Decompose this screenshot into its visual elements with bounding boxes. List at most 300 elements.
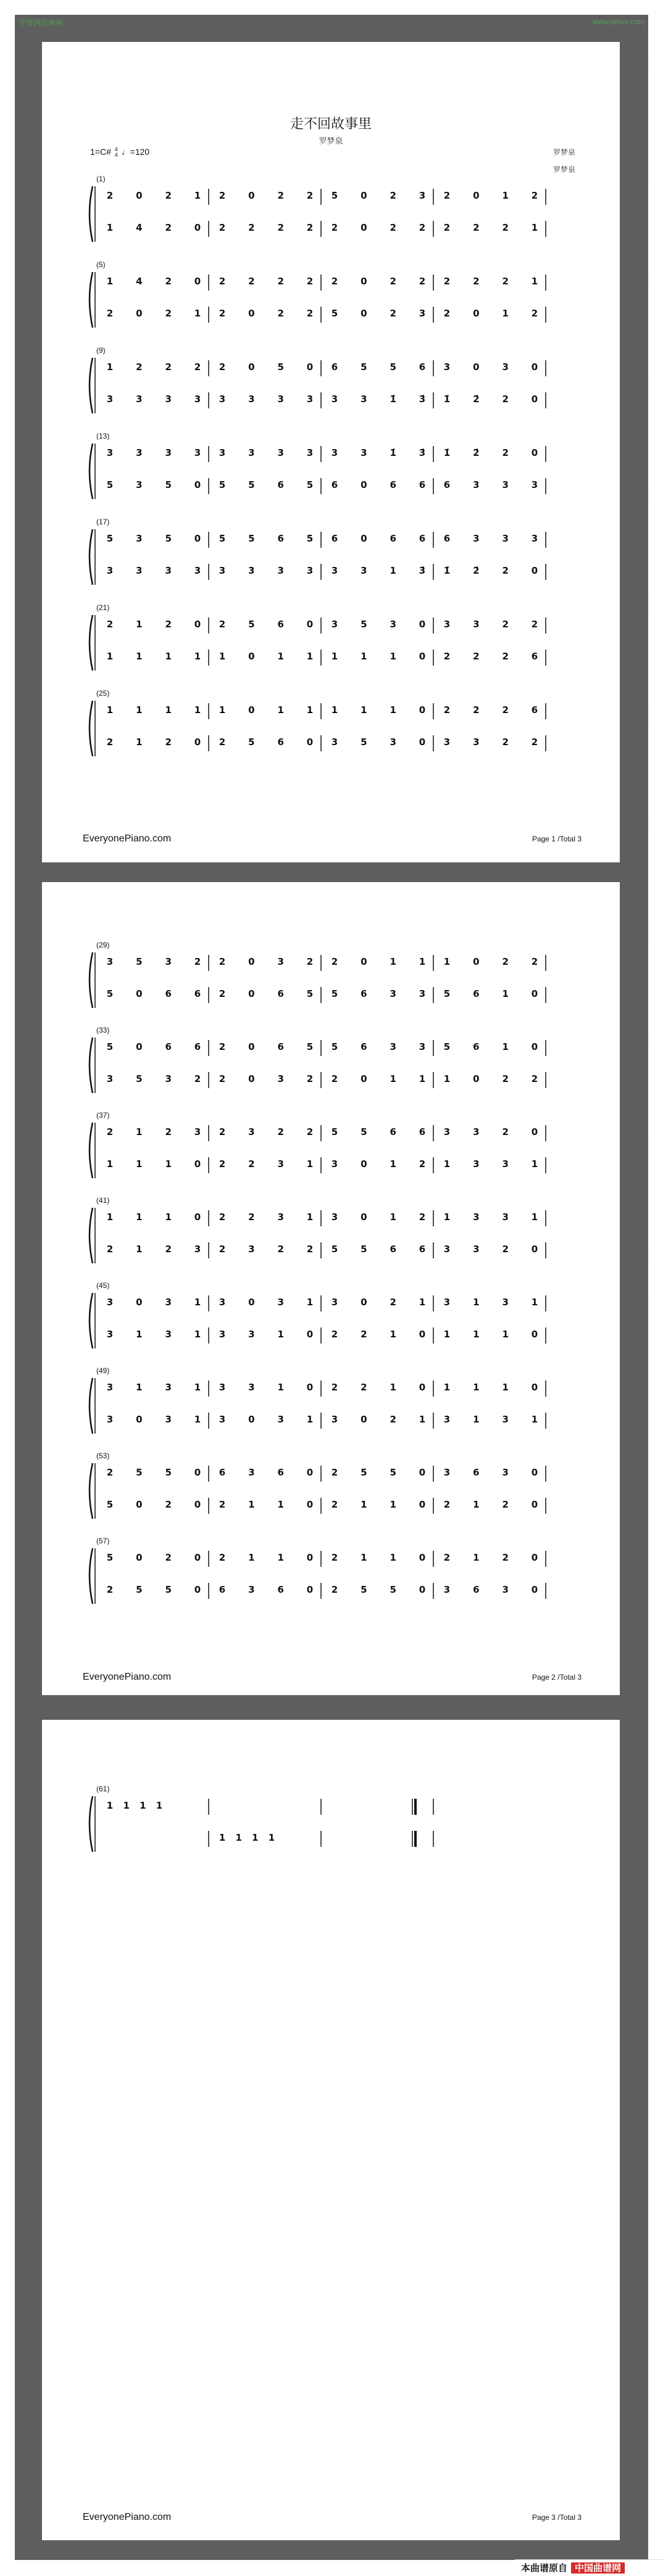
measure-number: (17) [96, 518, 110, 526]
note: 2 [531, 956, 538, 967]
note: 3 [165, 1382, 172, 1393]
note: 0 [419, 1329, 426, 1340]
note: 2 [306, 1244, 314, 1255]
note: 1 [502, 1329, 509, 1340]
note: 2 [419, 1212, 426, 1223]
note: 1̇ [390, 447, 396, 458]
note: 0 [248, 1073, 255, 1084]
note: 0 [248, 1041, 255, 1052]
note: 2 [219, 988, 226, 999]
note: 2 [531, 190, 538, 201]
note: 2 [165, 222, 172, 233]
note: 1 [136, 1158, 143, 1170]
note: 1 [277, 1382, 284, 1393]
note: 3 [194, 394, 201, 405]
note: 0 [473, 308, 480, 319]
note: 1 [531, 1414, 538, 1425]
note: 3 [219, 447, 226, 458]
note: 2 [331, 276, 338, 287]
footer-brand: EveryonePiano.com [83, 1672, 172, 1682]
note: 2 [277, 276, 284, 287]
note: 1 [390, 1552, 396, 1563]
note: 1 [194, 190, 201, 201]
note: 0 [531, 1552, 538, 1563]
note: 1 [443, 1073, 451, 1084]
note: 2 [390, 222, 396, 233]
note: 3 [277, 1158, 284, 1170]
note: 0 [473, 190, 480, 201]
note: 3 [219, 1329, 226, 1340]
measure-number: (53) [96, 1451, 110, 1460]
note: 0 [473, 361, 480, 373]
note: 2̇ [473, 565, 480, 576]
note: 0 [419, 651, 426, 662]
note: 0 [531, 447, 538, 458]
note: 2 [419, 1158, 426, 1170]
site-tag-right[interactable]: www.qinuo.com [592, 17, 644, 26]
note: 2 [106, 1126, 114, 1137]
note: 2 [106, 1584, 114, 1595]
measure-number: (37) [96, 1111, 110, 1120]
note: 5 [361, 1584, 367, 1595]
note: 2 [277, 222, 284, 233]
note: 5 [306, 1041, 314, 1052]
score-title: 走不回故事里 [290, 117, 372, 132]
note: 6 [361, 1041, 367, 1052]
note: 2 [219, 361, 226, 373]
score-system [90, 432, 546, 499]
note: 1 [194, 651, 201, 662]
note: 1 [390, 1212, 396, 1223]
note: 1 [140, 1800, 146, 1811]
note: 2 [165, 619, 172, 630]
note: 5 [136, 956, 143, 967]
site-tag-left[interactable]: 学琴网总体频 [19, 19, 64, 27]
note: 1 [390, 1382, 396, 1393]
note: 1 [194, 308, 201, 319]
note: 0 [531, 1126, 538, 1137]
note: 1 [306, 1212, 314, 1223]
note: 1 [194, 1329, 201, 1340]
note: 1 [390, 1073, 396, 1084]
note: 2 [248, 222, 255, 233]
note: 0 [361, 1212, 367, 1223]
note: 1 [106, 651, 114, 662]
note: 5 [106, 988, 114, 999]
measure-number: (9) [96, 346, 106, 355]
side-watermark-right: · · · · · · · · · · · · · · · · · · · · · · · · · · · · · · · · · · · · · · · · · · · · · · · · · · · · · · · · · · · · · · · · · · · · · · · · · · · · · · · · · · · · · · · · · · · · · · · · · · · · · · · · · · · · · · · · · · · · · · · · · · · · · · · · · · · · · · · · · · · · · · · · · · · · · · [655, 1, 657, 1294]
note: 3 [165, 447, 172, 458]
note: 2 [390, 1297, 396, 1308]
note: 3 [443, 1126, 451, 1137]
note: 3 [473, 1158, 480, 1170]
note: 6 [165, 1041, 172, 1052]
note: 0 [531, 1499, 538, 1510]
note: 1 [473, 1297, 480, 1308]
note: 1 [443, 1212, 451, 1223]
note: 2 [473, 276, 480, 287]
note: 0 [531, 1382, 538, 1393]
note: 1 [136, 1382, 143, 1393]
system-brace [90, 1123, 93, 1178]
note: 1 [106, 1212, 114, 1223]
note: 5 [136, 1584, 143, 1595]
footer-brand: EveryonePiano.com [83, 833, 172, 844]
note: 3 [106, 1297, 114, 1308]
note: 1 [136, 1244, 143, 1255]
note: 3 [248, 1244, 255, 1255]
note: 2 [502, 956, 509, 967]
note: 2 [165, 276, 172, 287]
note: 2 [443, 1552, 451, 1563]
note: 3 [419, 308, 426, 319]
note: 3̇ [419, 447, 426, 458]
note: 6 [165, 988, 172, 999]
note: 0 [419, 619, 426, 630]
note: 1 [502, 308, 509, 319]
note: 5 [165, 1584, 172, 1595]
note: 3 [277, 394, 284, 405]
system-brace [90, 952, 93, 1008]
note: 3 [419, 988, 426, 999]
note: 0 [473, 956, 480, 967]
note: 1 [390, 704, 396, 716]
note: 3 [473, 1126, 480, 1137]
note: 3 [502, 1467, 509, 1478]
note: 2 [331, 1382, 338, 1393]
note: 0 [361, 190, 367, 201]
note: 5 [306, 988, 314, 999]
note: 2 [106, 1244, 114, 1255]
note: 5 [331, 308, 338, 319]
note: 2 [473, 651, 480, 662]
note: 3 [331, 1158, 338, 1170]
note: 0 [306, 737, 314, 748]
note: 3 [331, 1297, 338, 1308]
score-system [90, 1026, 546, 1093]
note: 1 [277, 704, 284, 716]
note: 0 [136, 308, 143, 319]
note: 3 [306, 565, 314, 576]
composer-credit: 罗梦泉 [552, 148, 575, 157]
note: 5 [361, 619, 367, 630]
note: 6 [390, 533, 396, 544]
note: 3̇ [419, 565, 426, 576]
note: 2 [194, 361, 201, 373]
note: 3 [194, 447, 201, 458]
note: 6 [194, 988, 201, 999]
score-systems [42, 42, 620, 862]
note: 2 [443, 704, 451, 716]
note: 6 [531, 704, 538, 716]
note: 4 [136, 276, 143, 287]
system-brace [90, 358, 93, 413]
note: 5 [165, 479, 172, 490]
note: 3 [443, 1467, 451, 1478]
note: 6 [390, 479, 396, 490]
note: 2 [502, 394, 509, 405]
system-brace [90, 444, 93, 499]
note: 1 [306, 1158, 314, 1170]
note: 3 [165, 565, 172, 576]
note: 5 [306, 533, 314, 544]
note: 3 [443, 737, 451, 748]
note: 1 [106, 1800, 114, 1811]
score-system [90, 1537, 546, 1604]
note: 2 [165, 1552, 172, 1563]
note: 3 [194, 565, 201, 576]
note: 3 [473, 737, 480, 748]
note: 3 [306, 394, 314, 405]
page-counter: Page 3 /Total 3 [532, 2513, 582, 2522]
note: 3 [248, 565, 255, 576]
note: 3 [473, 533, 480, 544]
note: 0 [306, 1467, 314, 1478]
note: 2 [502, 1244, 509, 1255]
note: 6 [277, 1041, 284, 1052]
note: 1 [443, 1158, 451, 1170]
note: 3 [106, 1382, 114, 1393]
note: 2 [165, 737, 172, 748]
note: 6 [473, 1041, 480, 1052]
note: 3 [419, 1041, 426, 1052]
note: 2 [219, 1244, 226, 1255]
note: 2 [194, 956, 201, 967]
note: 6 [331, 479, 338, 490]
note: 2 [390, 276, 396, 287]
note: 2 [502, 1073, 509, 1084]
system-brace [90, 1208, 93, 1263]
note: 3 [443, 361, 451, 373]
note: 2 [443, 276, 451, 287]
score-systems [42, 1720, 620, 2540]
note: 0 [419, 1584, 426, 1595]
note: 3 [248, 1382, 255, 1393]
note: 6 [331, 361, 338, 373]
note: 0 [136, 1552, 143, 1563]
note: 2 [419, 276, 426, 287]
note: 0 [194, 619, 201, 630]
note: 6 [361, 988, 367, 999]
note: 3 [165, 956, 172, 967]
note: 5 [277, 361, 284, 373]
note: 6 [473, 1584, 480, 1595]
note: 2 [361, 1382, 367, 1393]
note: 2 [219, 1158, 226, 1170]
note: 2 [331, 956, 338, 967]
note: 2̇ [473, 447, 480, 458]
note: 3 [277, 956, 284, 967]
note: 2 [106, 619, 114, 630]
note: 2 [531, 308, 538, 319]
note: 2 [219, 1212, 226, 1223]
note: 1 [106, 1158, 114, 1170]
note: 0 [531, 1244, 538, 1255]
note: 2 [502, 619, 509, 630]
note: 3 [277, 1212, 284, 1223]
score-system [90, 346, 546, 413]
note: 1 [473, 1382, 480, 1393]
system-brace [90, 529, 93, 585]
note: 3 [277, 1073, 284, 1084]
note: 1 [106, 276, 114, 287]
note: 0 [361, 1414, 367, 1425]
note: 1̇ [443, 447, 451, 458]
source-logo[interactable] [515, 2559, 663, 2576]
note: 6 [277, 479, 284, 490]
note: 2 [390, 190, 396, 201]
note: 3 [248, 394, 255, 405]
note: 2 [136, 361, 143, 373]
system-brace [90, 1293, 93, 1348]
note: 1 [390, 565, 396, 576]
note: 2 [106, 308, 114, 319]
note: 3 [390, 1041, 396, 1052]
note: 5 [219, 533, 226, 544]
note: 0 [361, 479, 367, 490]
note: 1 [194, 1414, 201, 1425]
system-brace [90, 1463, 93, 1519]
note: 3 [443, 1244, 451, 1255]
score-system [90, 1281, 546, 1348]
note: 3 [248, 1329, 255, 1340]
note: 5 [248, 479, 255, 490]
note: 1 [219, 1832, 226, 1843]
note: 3 [331, 447, 338, 458]
note: 2 [443, 222, 451, 233]
note: 6 [390, 1126, 396, 1137]
note: 2 [443, 1499, 451, 1510]
note: 1 [248, 1499, 255, 1510]
note: 3 [165, 1414, 172, 1425]
note: 2 [219, 190, 226, 201]
note: 3 [219, 394, 226, 405]
note: 1 [531, 1297, 538, 1308]
system-brace [90, 272, 93, 328]
note: 5 [361, 361, 367, 373]
note: 0 [419, 704, 426, 716]
note: 0 [248, 1297, 255, 1308]
note: 2 [165, 361, 172, 373]
note: 1 [165, 704, 172, 716]
note: 1 [165, 1158, 172, 1170]
score-system [90, 260, 546, 328]
note: 3 [390, 619, 396, 630]
note: 3 [165, 1073, 172, 1084]
note: 2 [419, 222, 426, 233]
note: 0 [194, 1584, 201, 1595]
note: 1 [390, 651, 396, 662]
note: 0 [248, 190, 255, 201]
note: 6 [390, 1244, 396, 1255]
note: 0 [306, 1552, 314, 1563]
note: 3 [331, 394, 338, 405]
note: 5 [443, 1041, 451, 1052]
note: 1 [306, 651, 314, 662]
note: 5 [443, 988, 451, 999]
measure-number: (41) [96, 1196, 110, 1205]
measure-number: (57) [96, 1537, 110, 1545]
note: 3 [390, 737, 396, 748]
note: 1 [235, 1832, 242, 1843]
note: 2 [331, 1499, 338, 1510]
note: 2 [331, 1584, 338, 1595]
note: 5 [390, 1467, 396, 1478]
note: 1 [136, 704, 143, 716]
note: 2 [219, 276, 226, 287]
note: 2 [443, 308, 451, 319]
system-brace [90, 1796, 93, 1852]
note: 0 [361, 1297, 367, 1308]
note: 2 [219, 737, 226, 748]
note: 5 [331, 1244, 338, 1255]
note: 3 [361, 565, 367, 576]
note: 3 [331, 1212, 338, 1223]
note: 3 [306, 447, 314, 458]
note: 1 [106, 361, 114, 373]
note: 3 [106, 956, 114, 967]
note: 3 [531, 533, 538, 544]
note: 2 [306, 276, 314, 287]
note: 1 [390, 1499, 396, 1510]
note: 1 [473, 1414, 480, 1425]
system-brace [90, 1378, 93, 1434]
measure-number: (61) [96, 1785, 110, 1793]
note: 2 [219, 308, 226, 319]
note: 3 [136, 447, 143, 458]
note: 2 [106, 190, 114, 201]
note: 1 [219, 704, 226, 716]
note: 0 [248, 361, 255, 373]
note: 0 [248, 651, 255, 662]
note: 2 [248, 276, 255, 287]
score-page-2 [42, 882, 620, 1695]
note: 5 [306, 479, 314, 490]
measure-number: (13) [96, 432, 110, 440]
note: 2 [502, 565, 509, 576]
note: 2 [219, 1041, 226, 1052]
note: 1 [473, 1552, 480, 1563]
note: 3 [194, 1126, 201, 1137]
note: 5 [361, 1467, 367, 1478]
note: 3 [331, 737, 338, 748]
note: 3 [136, 565, 143, 576]
note: 1 [248, 1552, 255, 1563]
note: 0 [419, 1552, 426, 1563]
note: 6 [194, 1041, 201, 1052]
note: 0 [194, 737, 201, 748]
note: 1 [419, 1073, 426, 1084]
note: 2 [219, 619, 226, 630]
side-watermark-left: · · · · · · · · · · · · · · · · · · · · · · · · · · · · · · · · · · · · · · · · · · · · · · · · · · · · · · · · · · · · · · · · · · · · · · · · · · · · · · · · · · · · · · · · · · · · · · · · · · · · · · · · · · · · · · · · · · · · · · · · · · · · · · · · · · · · · · · · · · · · · · · · · · · · · · [6, 1, 8, 1294]
note: 5 [331, 190, 338, 201]
note: 6 [277, 619, 284, 630]
note: 2 [502, 651, 509, 662]
time-sig-num: 4 [114, 146, 118, 153]
page-counter: Page 2 /Total 3 [532, 1673, 582, 1682]
note: 3̇ [419, 394, 426, 405]
note: 1 [331, 704, 338, 716]
note: 0 [136, 190, 143, 201]
note: 1 [306, 704, 314, 716]
note: 1 [361, 1499, 367, 1510]
note: 1 [531, 1212, 538, 1223]
note: 3 [502, 479, 509, 490]
note: 1 [390, 1329, 396, 1340]
key-prefix: 1=C# [90, 147, 111, 157]
time-sig-den: 4 [114, 152, 118, 159]
note: 0 [248, 704, 255, 716]
